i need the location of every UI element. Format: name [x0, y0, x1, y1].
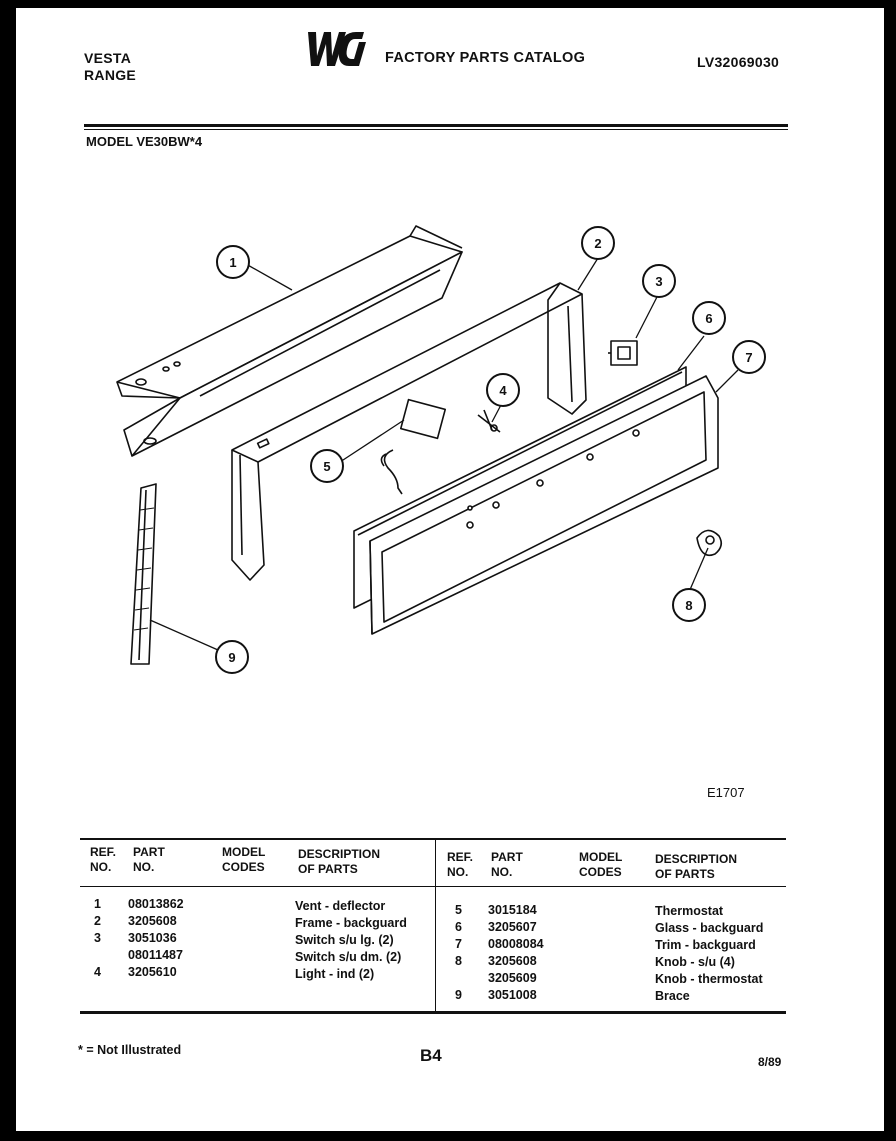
svg-text:4: 4	[499, 383, 507, 398]
svg-text:3: 3	[655, 274, 663, 289]
thermostat-part	[381, 400, 445, 494]
callout-3	[643, 265, 675, 297]
brand-name: VESTA	[84, 50, 132, 66]
svg-text:9: 9	[228, 650, 236, 665]
callout-8	[673, 589, 705, 621]
table-cell: 9	[455, 988, 462, 1002]
table-cell: 3205610	[128, 965, 177, 979]
product-type: RANGE	[84, 67, 137, 83]
svg-text:1: 1	[229, 255, 237, 270]
callout-5	[311, 450, 343, 482]
table-divider	[435, 838, 436, 1012]
table-cell: 6	[455, 920, 462, 934]
callout-6	[693, 302, 725, 334]
callout-1	[217, 246, 249, 278]
table-cell: 3205608	[488, 954, 537, 968]
table-cell: Vent - deflector	[295, 899, 386, 913]
left-ref-column	[94, 896, 101, 981]
table-top-rule	[80, 838, 786, 840]
callout-7	[733, 341, 765, 373]
table-cell: Knob - thermostat	[655, 972, 763, 986]
right-part-column	[488, 902, 544, 1004]
svg-text:6: 6	[705, 311, 713, 326]
right-desc-column	[655, 903, 763, 1005]
table-cell: 3205607	[488, 920, 537, 934]
table-cell: 08011487	[128, 948, 183, 962]
table-cell: Brace	[655, 989, 690, 1003]
model-label: MODEL VE30BW*4	[86, 134, 203, 149]
left-part-header: PART NO.	[133, 845, 165, 874]
table-cell: Knob - s/u (4)	[655, 955, 735, 969]
left-part-column	[128, 896, 184, 981]
table-cell: Thermostat	[655, 904, 724, 918]
right-ref-header: REF. NO.	[447, 850, 474, 879]
table-cell	[94, 947, 101, 964]
table-cell: 1	[94, 897, 101, 911]
switch-part	[608, 341, 637, 365]
right-part-header: PART NO.	[491, 850, 523, 879]
right-model-header: MODEL CODES	[579, 850, 623, 879]
svg-text:8: 8	[685, 598, 693, 613]
table-cell: 3	[94, 931, 101, 945]
table-cell: 4	[94, 965, 101, 979]
table-cell: 8	[455, 954, 462, 968]
catalog-title: FACTORY PARTS CATALOG	[385, 50, 586, 66]
table-cell: 3015184	[488, 903, 537, 917]
table-cell: Trim - backguard	[655, 938, 756, 952]
table-cell: 2	[94, 914, 101, 928]
callout-2	[582, 227, 614, 259]
svg-text:7: 7	[745, 350, 753, 365]
table-header-rule	[80, 886, 786, 887]
right-ref-column	[455, 902, 462, 1004]
table-cell: 3051036	[128, 931, 177, 945]
brace-part	[131, 484, 156, 664]
callout-9	[216, 641, 248, 673]
right-desc-header: DESCRIPTION OF PARTS	[655, 852, 738, 881]
table-cell: Light - ind (2)	[295, 967, 375, 981]
knob-part	[697, 530, 721, 555]
table-cell	[455, 970, 462, 987]
table-cell: 08013862	[128, 897, 184, 911]
table-cell: 5	[455, 903, 462, 917]
table-cell: 7	[455, 937, 462, 951]
left-model-header: MODEL CODES	[222, 845, 266, 874]
left-desc-column	[295, 898, 407, 983]
callout-4	[487, 374, 519, 406]
catalog-date: 8/89	[758, 1055, 782, 1069]
table-cell: Switch s/u dm. (2)	[295, 950, 402, 964]
figure-id: E1707	[707, 785, 745, 800]
left-desc-header: DESCRIPTION OF PARTS	[298, 847, 381, 876]
table-cell: Glass - backguard	[655, 921, 764, 935]
table-bottom-rule	[80, 1011, 786, 1014]
page-code: B4	[420, 1046, 442, 1065]
table-cell: 08008084	[488, 937, 544, 951]
table-cell: 3205609	[488, 971, 537, 985]
svg-text:2: 2	[594, 236, 602, 251]
table-cell: Switch s/u lg. (2)	[295, 933, 394, 947]
catalog-number: LV32069030	[697, 54, 780, 70]
left-ref-header: REF. NO.	[90, 845, 117, 874]
not-illustrated-note: * = Not Illustrated	[78, 1043, 182, 1057]
table-cell: 3205608	[128, 914, 177, 928]
svg-text:5: 5	[323, 459, 331, 474]
table-cell: Frame - backguard	[295, 916, 407, 930]
table-cell: 3051008	[488, 988, 537, 1002]
